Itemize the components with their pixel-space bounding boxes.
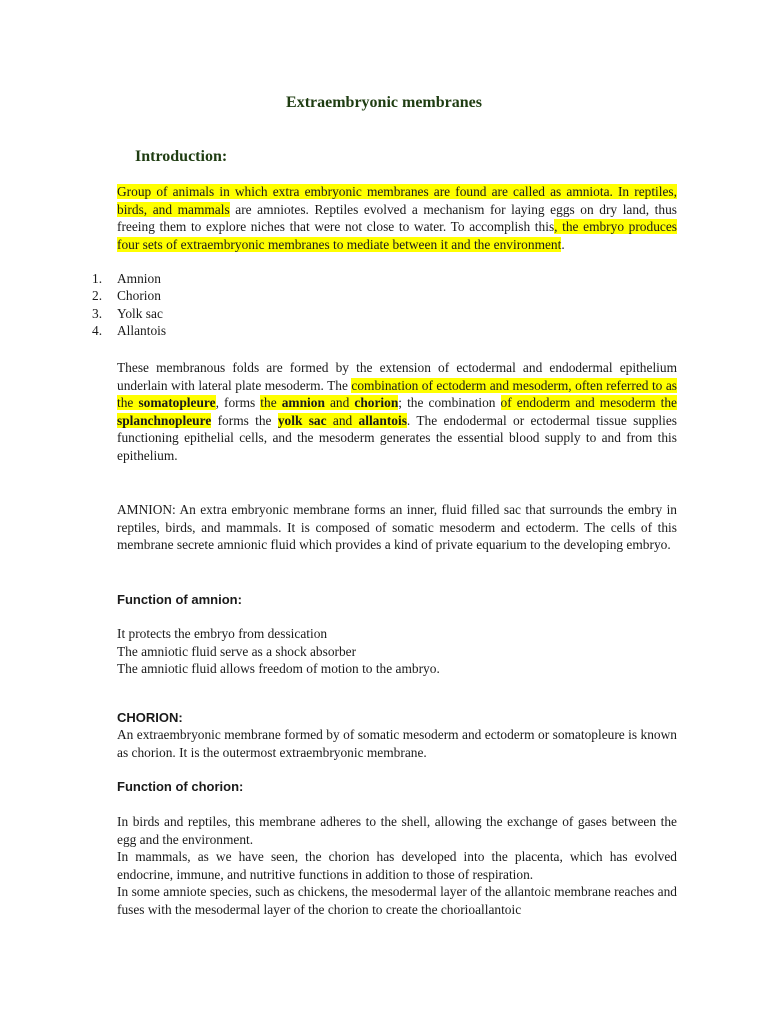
intro-highlight-2: , the embryo produces four sets of extraembryonic membranes to mediate between it and the environment: [117, 219, 677, 252]
intro-highlight-1: Group of animals in which extra embryonic membranes are found are called as amniota. In reptiles, birds, and mammals: [117, 184, 677, 217]
intro-text-2: are amniotes. Reptiles evolved a mechanism for laying eggs on dry land, thus freeing them to explore niches that were not close to water. To accomplish this: [117, 201, 677, 234]
folds-highlight: the: [260, 395, 282, 410]
term-somatopleure: somatopleure: [138, 395, 216, 410]
folds-highlight: combination of ectoderm and mesoderm, often referred to as the: [117, 377, 677, 410]
list-label: Yolk sac: [117, 305, 163, 321]
list-number: 4.: [92, 322, 103, 338]
membranous-folds-paragraph: [117, 359, 677, 464]
folds-highlight: of endoderm and mesoderm the: [500, 395, 677, 410]
document-title: Extraembryonic membranes: [286, 94, 482, 111]
chorion-function-list: [117, 813, 677, 918]
amnion-function-item: The amniotic fluid serve as a shock absorber: [117, 643, 357, 659]
list-item: [92, 322, 166, 339]
term-yolk-sac: yolk sac: [277, 412, 327, 428]
function-of-amnion-heading: Function of amnion:: [117, 592, 242, 607]
intro-paragraph: [117, 183, 677, 253]
list-label: Allantois: [117, 322, 167, 338]
folds-highlight: and: [326, 412, 359, 428]
chorion-function-item: In birds and reptiles, this membrane adheres to the shell, allowing the exchange of gases between the egg and the environment.: [117, 814, 677, 847]
chorion-paragraph: An extraembryonic membrane formed by of somatic mesoderm and ectoderm or somatopleure is known as chorion. It is the outermost extraembryonic membrane.: [117, 727, 677, 760]
membrane-list: [92, 270, 166, 339]
list-number: 2.: [92, 288, 103, 304]
folds-text: forms the: [211, 412, 278, 428]
term-splanchnopleure: splanchnopleure: [117, 412, 212, 428]
list-label: Amnion: [117, 271, 161, 286]
list-label: Chorion: [117, 288, 161, 304]
term-amnion: amnion: [281, 395, 325, 410]
amnion-function-item: It protects the embryo from dessication: [117, 626, 328, 641]
list-number: 3.: [92, 305, 103, 321]
folds-highlight: and: [324, 395, 355, 410]
chorion-function-item: In mammals, as we have seen, the chorion has developed into the placenta, which has evolved endocrine, immune, and nutritive functions in addition to those of respiration.: [117, 849, 677, 882]
list-item: [92, 287, 166, 304]
chorion-heading: CHORION:: [117, 710, 183, 725]
term-chorion: chorion: [354, 395, 399, 410]
introduction-heading: Introduction:: [135, 148, 228, 165]
intro-text-4: .: [561, 236, 565, 252]
chorion-function-item: In some amniote species, such as chickens, the mesodermal layer of the allantoic membrane reaches and fuses with the mesodermal layer of the chorion to create the chorioallantoic: [117, 884, 677, 917]
amnion-function-item: The amniotic fluid allows freedom of motion to the ambryo.: [117, 661, 440, 676]
amnion-paragraph: AMNION: An extra embryonic membrane forms an inner, fluid filled sac that surrounds the embry in reptiles, birds, and mammals. It is composed of somatic mesoderm and ectoderm. The cells of this membrane secrete amnionic fluid which provides a kind of private equarium to the developing embryo.: [117, 502, 677, 552]
function-of-chorion-heading: Function of chorion:: [117, 779, 244, 794]
amnion-function-list: [117, 625, 677, 678]
list-item: [92, 270, 166, 287]
folds-text: ; the combination: [398, 395, 501, 410]
folds-text: . The endodermal or ectodermal tissue supplies functioning epithelial cells, and the mesoderm generates the essential blood supply to and from this epithelium.: [117, 412, 677, 463]
folds-text: These membranous folds are formed by the extension of ectodermal and endodermal epithelium underlain with lateral plate mesoderm. The: [117, 360, 677, 393]
list-number: 1.: [92, 271, 103, 286]
folds-text: , forms: [215, 395, 261, 410]
term-allantois: allantois: [358, 412, 407, 428]
list-item: [92, 305, 166, 322]
